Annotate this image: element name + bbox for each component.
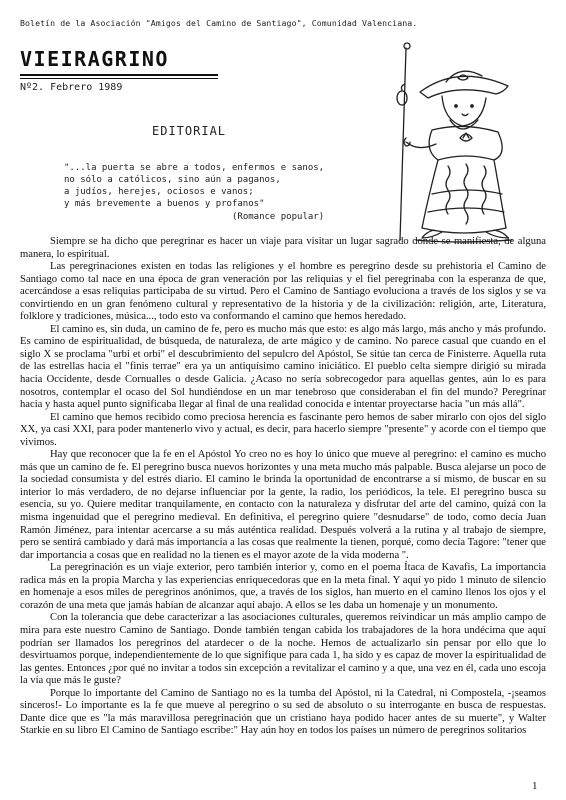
issue-date: Nº2. Febrero 1989 (20, 82, 123, 93)
page-number: 1 (532, 780, 538, 792)
masthead-rule-thin (20, 78, 218, 79)
body-paragraph: La peregrinación es un viaje exterior, pero también interior y, como en el poema Ítaca de Kavafis, La importancia radica más en la propia Marcha y las experiencias enriquecedoras que en la meta final. Y aquí yo pido 1 minuto de silencio en homenaje a esos miles de peregrinos anónimos, que, a través de los siglos, han muerto en el camino llenos los ojos y el corazón de una meta que jamás habían de alcanzar aquí abajo. A ellos se les daba un homenaje y un monumento. (20, 562, 546, 611)
masthead-title: VIEIRAGRINO (20, 47, 169, 71)
body-paragraph: Hay que reconocer que la fe en el Apóstol Yo creo no es hoy lo único que mueve al peregrino: el camino es mucho más que un camino de fe. El peregrino busca nuevos horizontes y una meta mucho más palpable. Busca alejarse un poco de la sociedad consumista y del estrés diario. El camino le brinda la oportunidad de encontrarse a sí mismo, de buscar en su interior lo más verdadero, de no dejarse influenciar por la gente, la radio, los periódicos, la tele. El peregrino busca su esencia, su yo. Quiere meditar tranquilamente, en contacto con la naturaleza y disfrutar del arte del camino, quizá con la misma ingenuidad que el peregrino medieval. En definitiva, el peregrino quiere "desnudarse" de todo, como decía Juan Ramón Jiménez, para intentar acercarse a su más auténtica realidad. Después volverá a la rutina y al trabajo de siempre, pero se sentirá cambiado y dará más importancia a las cosas que realmente la tienen, porqué, como decía Tagore: "tener que dar importancia a cosas que en realidad no la tienen es el mayor azote de la vida moderna ". (20, 449, 546, 561)
bulletin-header: Boletín de la Asociación "Amigos del Camino de Santiago", Comunidad Valenciana. (20, 18, 418, 28)
masthead (20, 48, 220, 79)
body-paragraph: Las peregrinaciones existen en todas las religiones y el hombre es peregrino desde su prehistoria el Camino de Santiago como tal nace en una época de gran veneración por las reliquias y el fiel peregrinaba con la esperanza de que, acercándose a esas reliquias participaba de su virtud. Pero el Camino de Santiago evoluciona a través de los siglos y se va convirtiendo en un gran fenómeno cultural y representativo de la historia y de la civilización: religión, arte, Literatura, folklore y tradiciones, música..., todo esto va conformando el camino que hemos heredado. (20, 261, 546, 323)
body-paragraph: Porque lo importante del Camino de Santiago no es la tumba del Apóstol, ni la Catedral, ni Compostela, -¡seamos sinceros!- Lo importante es la fe que mueve al peregrino o su sed de absoluto o su interrogante en busca de respuestas. Dante dice que es "la más maravillosa peregrinación que un cristiano haya podido hacer antes de su muerte", y Walter Starkie en su libro El Camino de Santiago escribe:" Hay aún hoy en todos los países un número de peregrinos solitarios (20, 687, 546, 737)
quote-attribution: (Romance popular) (232, 212, 325, 222)
masthead-rule (20, 74, 218, 76)
quote-line: a judíos, herejes, ociosos e vanos; (64, 187, 254, 197)
body-paragraph: El camino que hemos recibido como preciosa herencia es fascinante pero hemos de saber mirarlo con ojos del siglo XX, ya casi XXI, para poder mantenerlo vivo y actual, es decir, para hacerlo siempre "presente" y acorde con el tiempo que vivimos. (20, 411, 546, 448)
quote-line: "...la puerta se abre a todos, enfermos e sanos, (64, 163, 325, 173)
editorial-body (20, 236, 546, 738)
quote-line: y más brevemente a buenos y profanos" (64, 199, 265, 209)
body-paragraph: El camino es, sin duda, un camino de fe, pero es mucho más que esto: es algo más largo, más ancho y más profundo. Es camino de espiritualidad, de búsqueda, de naturaleza, de arte mágico y de camino. No parece casual que cuando en el siglo X se proclama "urbi et orbi" el descubrimiento del sepulcro del Apóstol, Se sitúe tan cerca de Finisterre. Aquella ruta de las estrellas hacia el "finis terrae" era ya un antiquísimo camino iniciático. El pueblo celta siempre dirigió su mirada hacia Occidente, desde Cornualles o desde Galicia. ¿Acaso no sería sobrecogedor para aquellas gentes, aún lo es para nosotros, contemplar el ocaso del Sol hundiéndose en un mar tenebroso que consideraban el fin del mundo? Peregrinar hacia y hasta aquel punto significaba llegar al final de una realidad conocida e intentar proyectarse hacia "un más allá". (20, 323, 546, 411)
pilgrim-drawing-icon (358, 34, 548, 246)
quote-line: no sólo a católicos, sino aún a paganos, (64, 175, 281, 185)
body-paragraph: Siempre se ha dicho que peregrinar es hacer un viaje para visitar un lugar sagrado donde se manifiesta, de alguna manera, lo espiritual. (20, 236, 546, 260)
body-paragraph: Con la tolerancia que debe caracterizar a las asociaciones culturales, queremos reivindicar un más amplio campo de mira para este nuestro Camino de Santiago. Donde también tengan cabida los trabajadores de la hora undécima que aquí podrían ser llamados los peregrinos del atardecer o de la noche. Hemos de actualizarlo sin pensar por ello que lo desvirtuamos porque, independientemente de lo que signifique para cada 1, ha sido y es capaz de mover la espiritualidad de las gentes. Entonces ¿por qué no invitar a todos sin excepción a revitalizar el camino y a que, una vez en él, cada uno escoja la vía que más le guste? (20, 612, 546, 687)
epigraph-quote (64, 162, 354, 210)
section-title: EDITORIAL (152, 124, 227, 138)
